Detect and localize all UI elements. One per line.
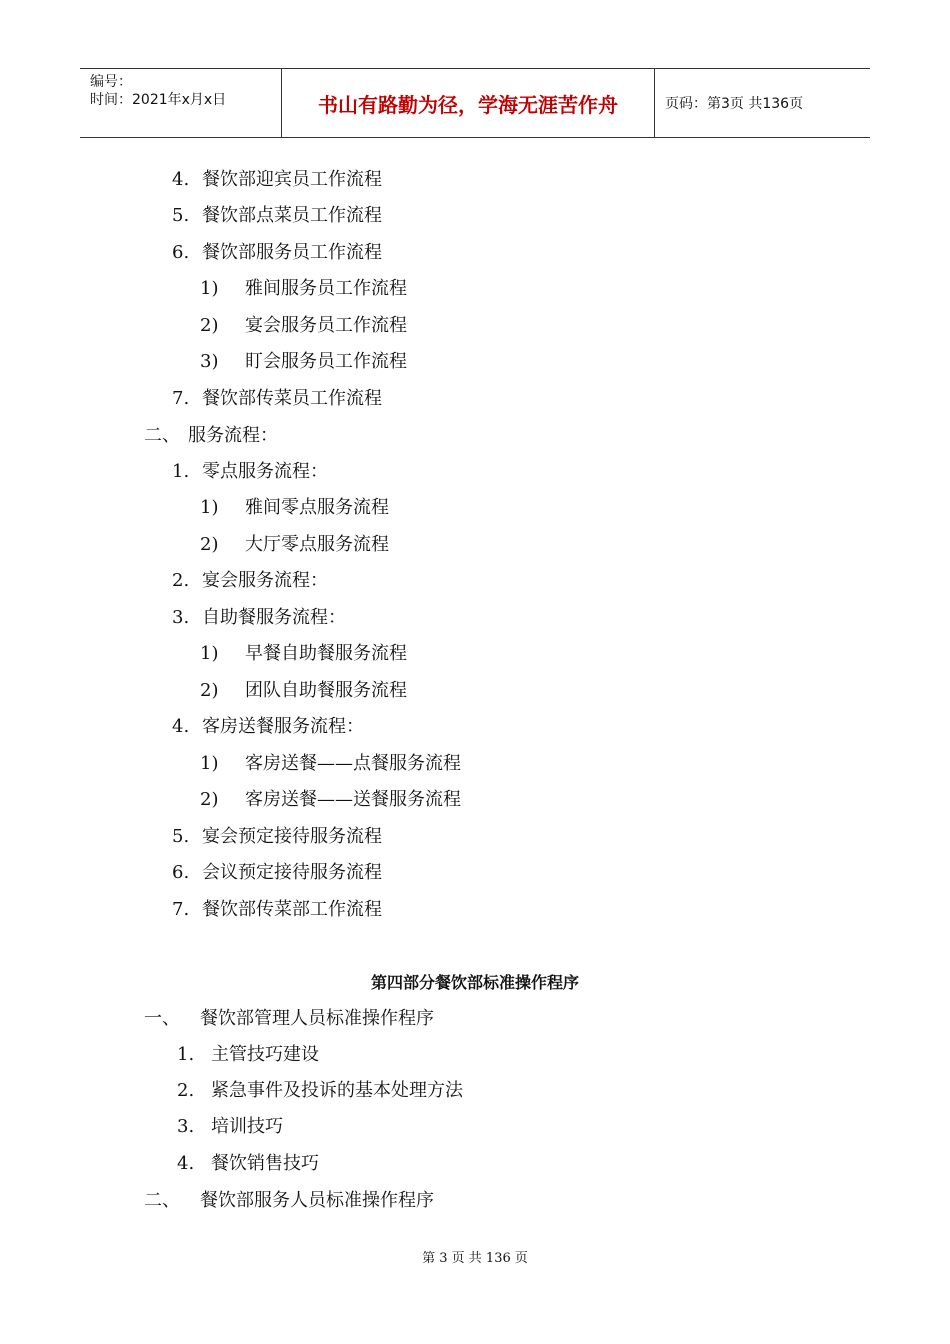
section-item-number: 4. (177, 1153, 195, 1174)
list-item-text: 餐饮部点菜员工作流程 (202, 205, 382, 226)
list-item-number: 3. (172, 607, 190, 628)
section-item-number: 3. (177, 1116, 195, 1137)
list-item-text: 宴会服务流程： (202, 570, 328, 591)
list-item-number: 1) (200, 278, 219, 299)
number-label: 编号： (90, 74, 132, 90)
list-item-text: 餐饮部传菜员工作流程 (202, 388, 382, 409)
section-item-number: 一、 (144, 1008, 180, 1029)
list-item-number: 7. (172, 899, 190, 920)
list-item-text: 餐饮部迎宾员工作流程 (202, 169, 382, 190)
list-item-number: 1) (200, 753, 219, 774)
section-item-text: 餐饮销售技巧 (211, 1153, 319, 1174)
section-heading: 第四部分餐饮部标准操作程序 (370, 973, 579, 992)
section-item-number: 1. (177, 1044, 195, 1065)
list-item-text: 早餐自助餐服务流程 (245, 643, 407, 664)
header-motto: 书山有路勤为径，学海无涯苦作舟 (282, 69, 655, 137)
list-item-text: 零点服务流程： (202, 461, 328, 482)
list-item-number: 3) (200, 351, 219, 372)
section-item-number: 二、 (144, 1190, 180, 1211)
list-item-number: 2) (200, 315, 219, 336)
list-item-number: 6. (172, 242, 190, 263)
time-label: 时间：2021年x月x日 (90, 92, 227, 108)
section-item-text: 餐饮部服务人员标准操作程序 (200, 1190, 434, 1211)
list-item-number: 2) (200, 534, 219, 555)
list-item-text: 雅间服务员工作流程 (245, 278, 407, 299)
list-item-number: 4. (172, 716, 190, 737)
list-item-number: 2) (200, 680, 219, 701)
page-footer: 第 3 页 共 136 页 (422, 1251, 528, 1266)
list-item-number: 5. (172, 826, 190, 847)
list-item-number: 1) (200, 643, 219, 664)
list-item-text: 客房送餐服务流程： (202, 716, 364, 737)
list-item-number: 1) (200, 497, 219, 518)
list-item-text: 自助餐服务流程： (202, 607, 346, 628)
list-item-text: 团队自助餐服务流程 (245, 680, 407, 701)
list-item-number: 7. (172, 388, 190, 409)
list-item-number: 1. (172, 461, 190, 482)
list-item-text: 餐饮部传菜部工作流程 (202, 899, 382, 920)
list-item-text: 客房送餐——点餐服务流程 (245, 753, 461, 774)
list-item-text: 餐饮部服务员工作流程 (202, 242, 382, 263)
header-info (80, 69, 282, 137)
header-page-label: 页码：第3页 共136页 (665, 96, 804, 112)
page-header (80, 68, 870, 138)
list-item-text: 大厅零点服务流程 (245, 534, 389, 555)
list-item-number: 二、 (144, 425, 180, 446)
list-item-text: 客房送餐——送餐服务流程 (245, 789, 461, 810)
section-item-text: 紧急事件及投诉的基本处理方法 (211, 1080, 463, 1101)
list-item-number: 5. (172, 205, 190, 226)
section-item-number: 2. (177, 1080, 195, 1101)
section-item-text: 培训技巧 (211, 1116, 283, 1137)
list-item-text: 宴会服务员工作流程 (245, 315, 407, 336)
list-item-text: 宴会预定接待服务流程 (202, 826, 382, 847)
list-item-text: 会议预定接待服务流程 (202, 862, 382, 883)
list-item-number: 6. (172, 862, 190, 883)
list-item-number: 2) (200, 789, 219, 810)
list-item-text: 盯会服务员工作流程 (245, 351, 407, 372)
section-item-text: 主管技巧建设 (211, 1044, 319, 1065)
list-item-text: 雅间零点服务流程 (245, 497, 389, 518)
list-item-text: 服务流程： (188, 425, 278, 446)
list-item-number: 2. (172, 570, 190, 591)
list-item-number: 4. (172, 169, 190, 190)
section-item-text: 餐饮部管理人员标准操作程序 (200, 1008, 434, 1029)
